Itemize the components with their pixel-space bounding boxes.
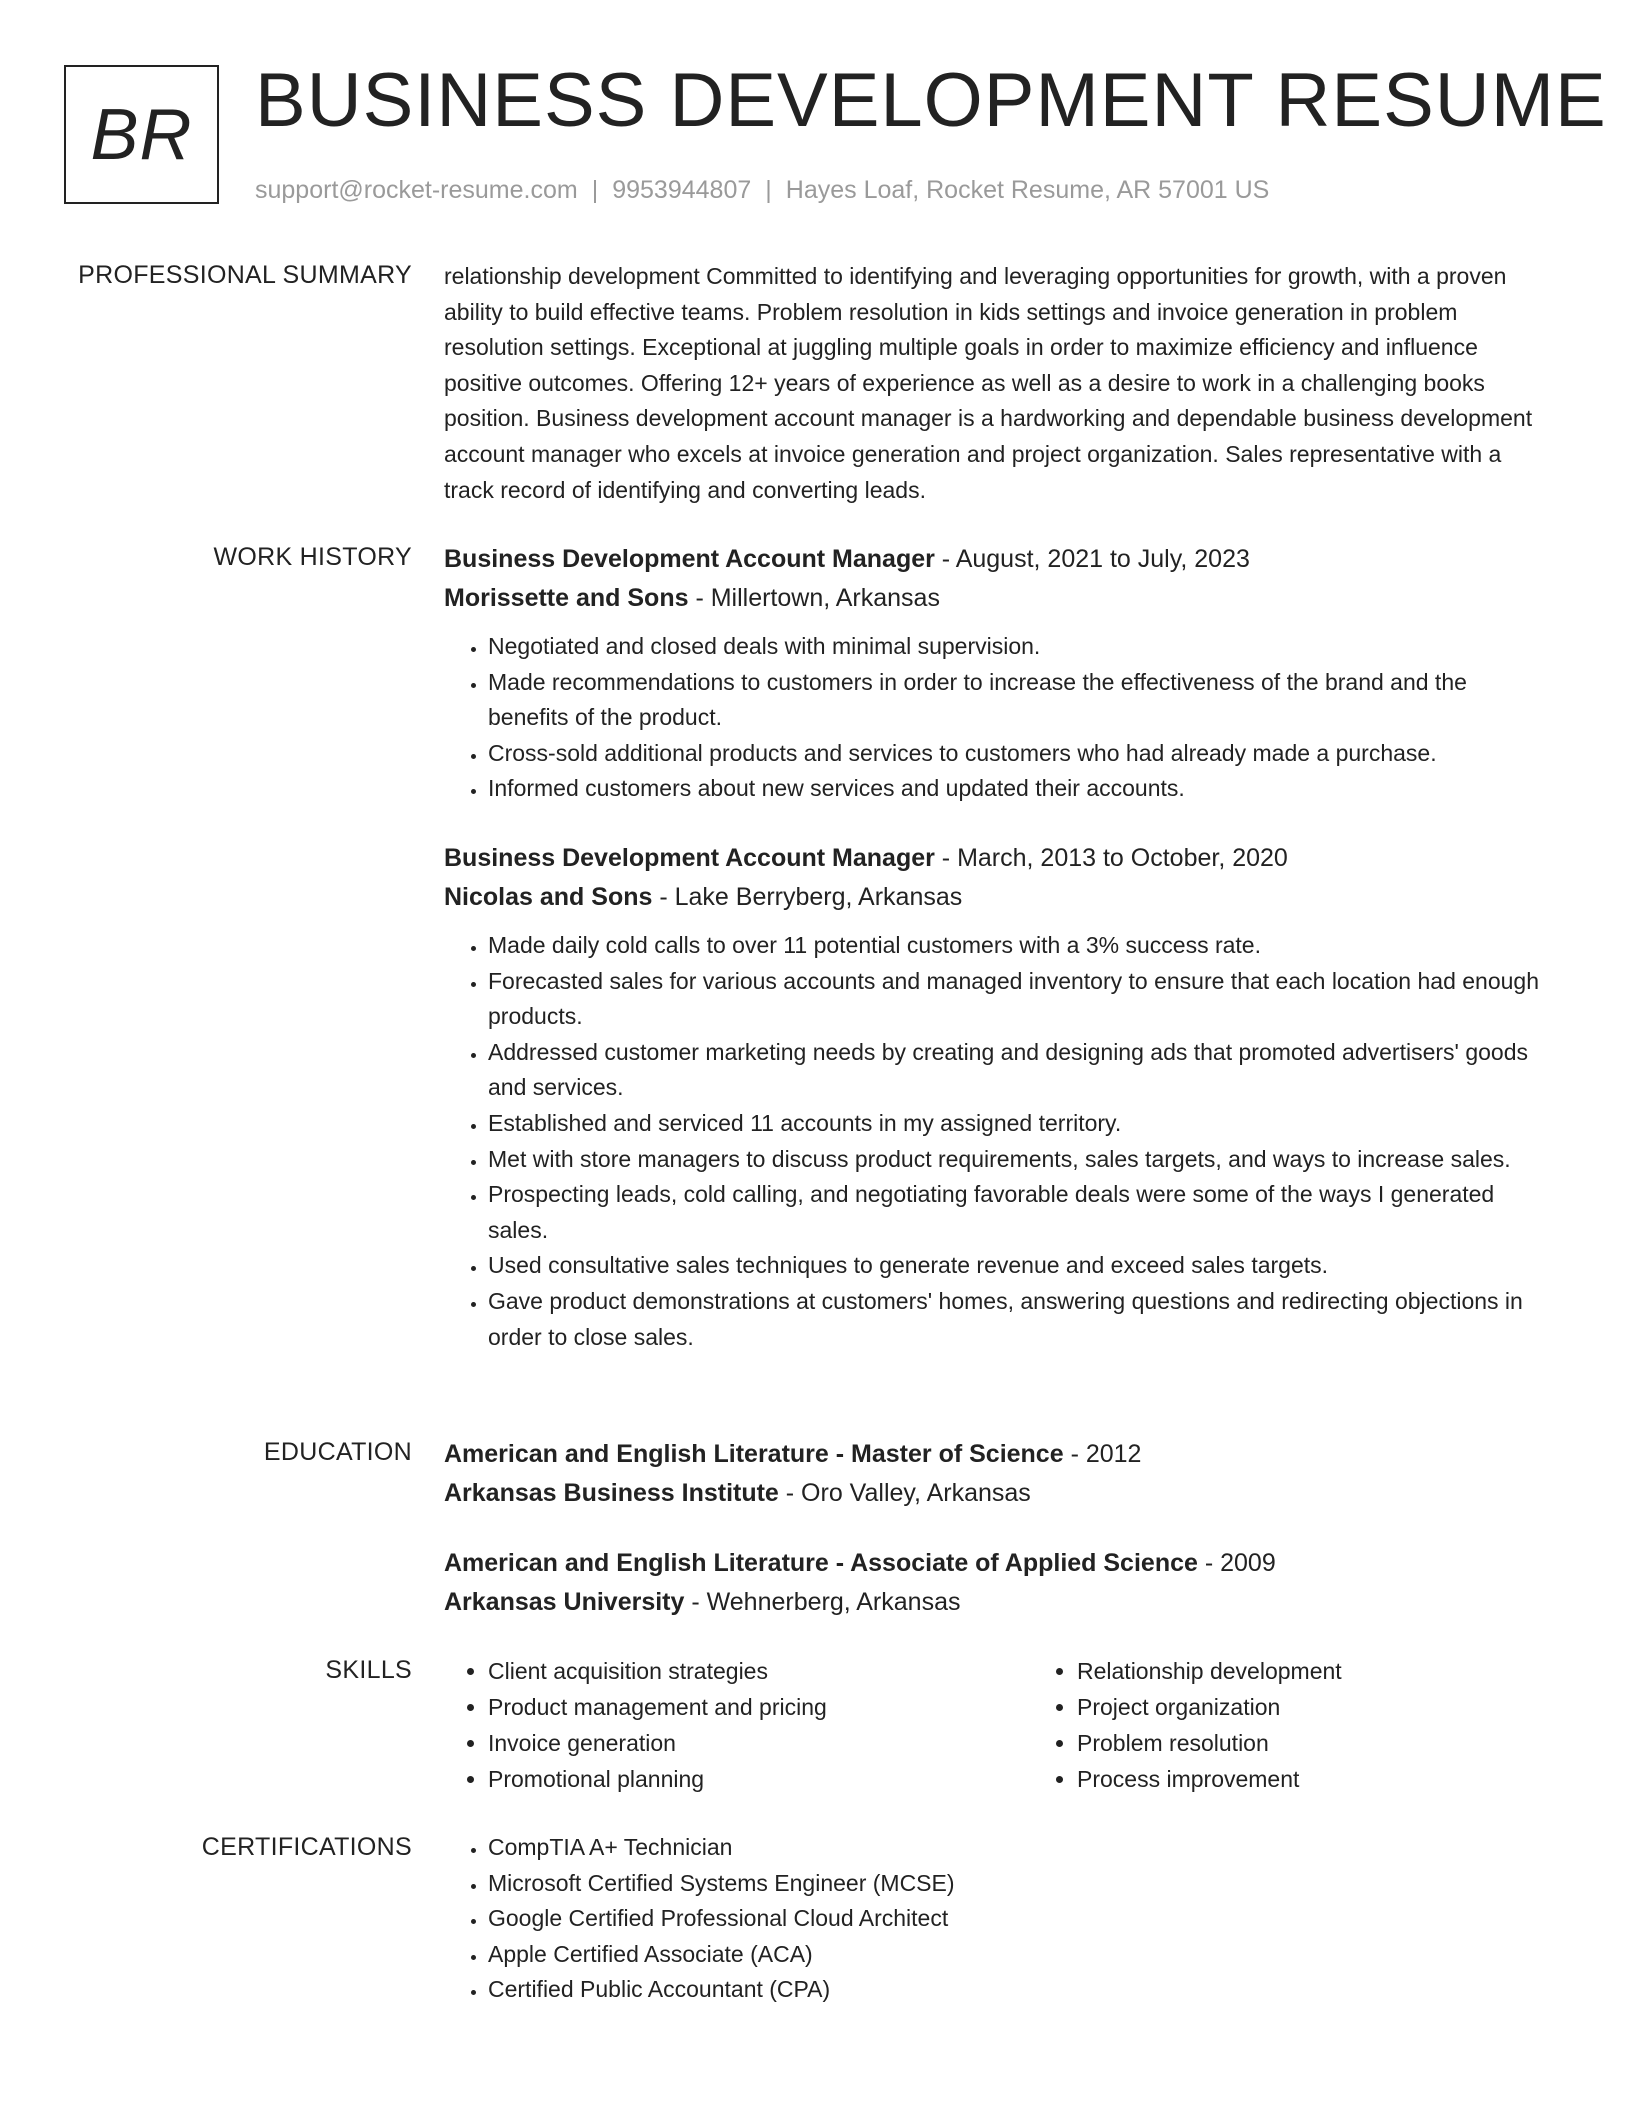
- education-year: - 2009: [1197, 1549, 1276, 1577]
- education-entry: [444, 1435, 1549, 1513]
- education-degree: American and English Literature - Master of Science: [444, 1440, 1064, 1468]
- education-school: Arkansas University: [444, 1588, 685, 1616]
- job-bullets: [444, 629, 1549, 807]
- list-item: • Established and serviced 11 accounts in my assigned territory.: [488, 1106, 1549, 1142]
- job-role: Business Development Account Manager: [444, 843, 935, 872]
- list-item: • CompTIA A+ Technician: [488, 1830, 1549, 1866]
- contact-email[interactable]: support@rocket-resume.com: [255, 176, 578, 204]
- monogram-logo: BR: [64, 65, 219, 204]
- skills-column-1: [444, 1653, 1033, 1797]
- education-entry: [444, 1544, 1549, 1622]
- list-item: • Prospecting leads, cold calling, and negotiating favorable deals were some of the ways I generated sales.: [488, 1177, 1549, 1248]
- list-item: • Forecasted sales for various accounts and managed inventory to ensure that each location had enough products.: [488, 964, 1549, 1035]
- job-location: - Lake Berryberg, Arkansas: [652, 882, 963, 911]
- list-item: • Invoice generation: [488, 1725, 1033, 1761]
- education-location: - Oro Valley, Arkansas: [778, 1479, 1031, 1507]
- job-company: Morissette and Sons: [444, 584, 689, 612]
- skills-column-2: [1033, 1653, 1342, 1797]
- list-item: • Met with store managers to discuss product requirements, sales targets, and ways to increase sales.: [488, 1142, 1549, 1178]
- job-company-line: [444, 878, 1549, 917]
- list-item: • Informed customers about new services and updated their accounts.: [488, 771, 1549, 807]
- contact-line: [255, 172, 1269, 208]
- job-dates: - March, 2013 to October, 2020: [934, 843, 1288, 872]
- contact-separator: |: [591, 176, 599, 204]
- section-title-skills: SKILLS: [325, 1656, 412, 1684]
- certifications-body: [444, 1830, 1549, 2008]
- education-degree-line: [444, 1435, 1549, 1474]
- list-item: • Addressed customer marketing needs by creating and designing ads that promoted advertisers' goods and services.: [488, 1035, 1549, 1106]
- section-title-certifications: CERTIFICATIONS: [201, 1833, 412, 1861]
- list-item: • Problem resolution: [1077, 1725, 1342, 1761]
- job-role-line: [444, 839, 1549, 878]
- education-location: - Wehnerberg, Arkansas: [684, 1588, 961, 1616]
- education-degree-line: [444, 1544, 1549, 1583]
- contact-phone[interactable]: 9953944807: [612, 176, 752, 204]
- job-role-line: [444, 540, 1549, 579]
- contact-address: Hayes Loaf, Rocket Resume, AR 57001 US: [785, 176, 1270, 204]
- job-role: Business Development Account Manager: [444, 545, 935, 573]
- list-item: • Apple Certified Associate (ACA): [488, 1937, 1549, 1973]
- list-item: • Cross-sold additional products and services to customers who had already made a purchase.: [488, 736, 1549, 772]
- list-item: • Relationship development: [1077, 1653, 1342, 1689]
- job-entry: [444, 839, 1549, 1355]
- list-item: • Project organization: [1077, 1689, 1342, 1725]
- list-item: • Client acquisition strategies: [488, 1653, 1033, 1689]
- contact-separator: |: [765, 176, 772, 204]
- list-item: • Negotiated and closed deals with minimal supervision.: [488, 629, 1549, 665]
- job-company: Nicolas and Sons: [444, 882, 653, 911]
- list-item: • Certified Public Accountant (CPA): [488, 1972, 1549, 2008]
- job-company-line: [444, 579, 1549, 618]
- list-item: • Product management and pricing: [488, 1689, 1033, 1725]
- job-entry: [444, 540, 1549, 807]
- section-title-education: EDUCATION: [263, 1438, 412, 1466]
- education-degree: American and English Literature - Associate of Applied Science: [444, 1549, 1198, 1577]
- certifications-list: [444, 1830, 1549, 2008]
- list-item: • Made recommendations to customers in order to increase the effectiveness of the brand and the benefits of the product.: [488, 665, 1549, 736]
- list-item: • Used consultative sales techniques to generate revenue and exceed sales targets.: [488, 1248, 1549, 1284]
- education-body: [444, 1435, 1549, 1622]
- education-school-line: [444, 1474, 1549, 1513]
- resume-title: BUSINESS DEVELOPMENT RESUME: [255, 58, 1607, 143]
- education-school-line: [444, 1583, 1549, 1622]
- list-item: • Gave product demonstrations at customers' homes, answering questions and redirecting objections in order to close sales.: [488, 1284, 1549, 1355]
- job-dates: - August, 2021 to July, 2023: [934, 545, 1250, 573]
- section-title-summary: PROFESSIONAL SUMMARY: [78, 261, 412, 289]
- education-school: Arkansas Business Institute: [444, 1479, 779, 1507]
- list-item: • Process improvement: [1077, 1761, 1342, 1797]
- work-history-body: [444, 540, 1549, 1355]
- education-year: - 2012: [1063, 1440, 1142, 1468]
- list-item: • Made daily cold calls to over 11 potential customers with a 3% success rate.: [488, 928, 1549, 964]
- skills-body: [444, 1653, 1549, 1797]
- list-item: • Microsoft Certified Systems Engineer (MCSE): [488, 1866, 1549, 1902]
- list-item: • Google Certified Professional Cloud Architect: [488, 1901, 1549, 1937]
- section-title-work-history: WORK HISTORY: [213, 543, 412, 571]
- skills-columns: [444, 1653, 1549, 1797]
- summary-body: [444, 258, 1549, 508]
- list-item: • Promotional planning: [488, 1761, 1033, 1797]
- job-location: - Millertown, Arkansas: [688, 584, 940, 612]
- job-bullets: [444, 928, 1549, 1355]
- summary-text: relationship development Committed to identifying and leveraging opportunities for growth, with a proven ability to build effective teams. Problem resolution in kids settings and invoice generation in problem resolution settings. Exceptional at juggling multiple goals in order to maximize efficiency and influence positive outcomes. Offering 12+ years of experience as well as a desire to work in a challenging books position. Business development account manager is a hardworking and dependable business development account manager who excels at invoice generation and project organization. Sales representative with a track record of identifying and converting leads.: [444, 263, 1533, 503]
